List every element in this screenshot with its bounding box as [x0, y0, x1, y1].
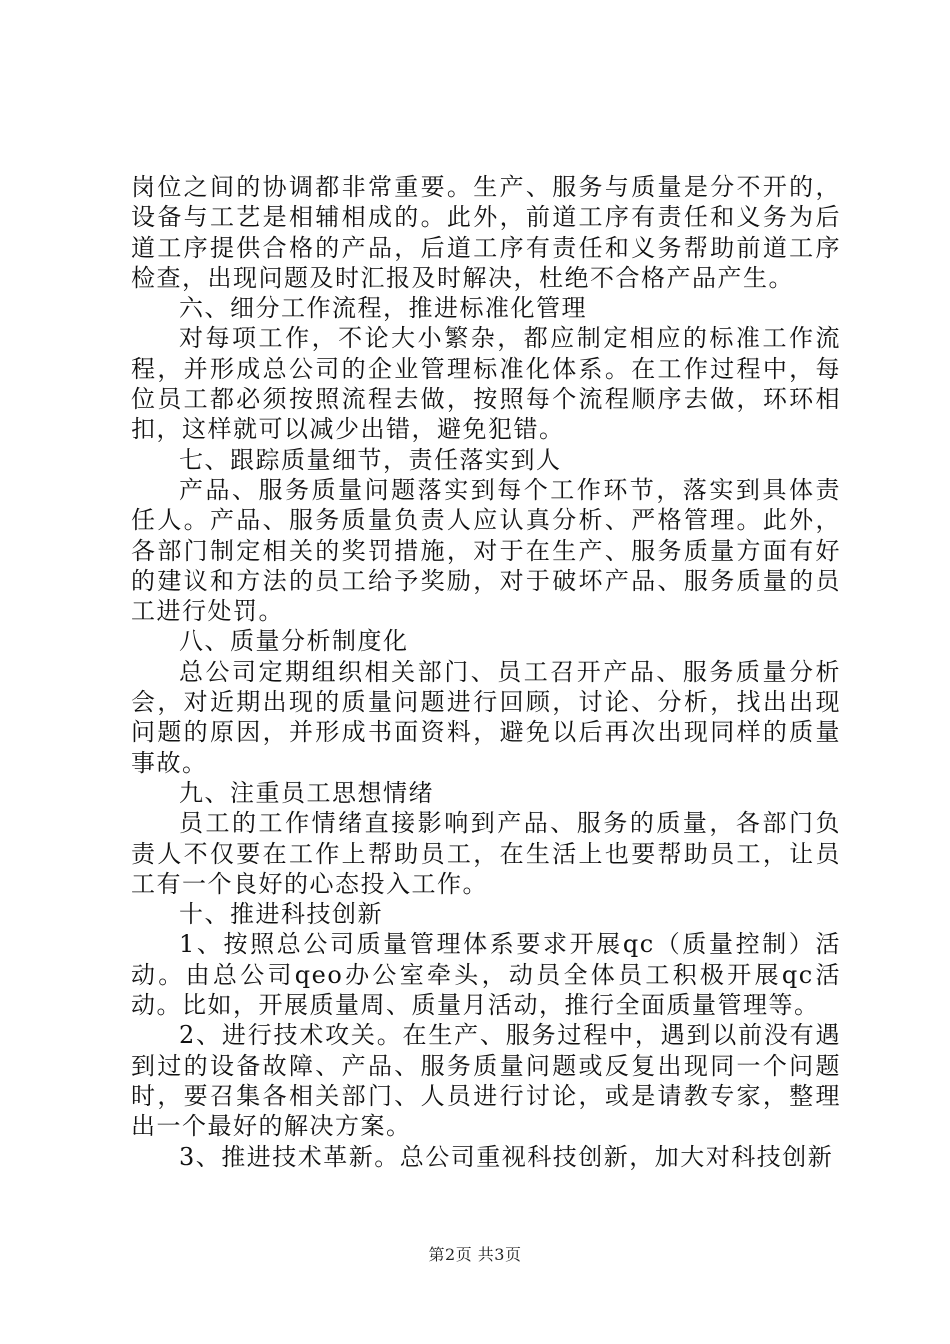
- paragraph-section-7: 产品、服务质量问题落实到每个工作环节，落实到具体责任人。产品、服务质量负责人应认真分析、严格管理。此外，各部门制定相关的奖罚措施，对于在生产、服务质量方面有好的建议和方法的员工给予奖励，对于破坏产品、服务质量的员工进行处罚。: [131, 475, 841, 626]
- paragraph-section-9: 员工的工作情绪直接影响到产品、服务的质量，各部门负责人不仅要在工作上帮助员工，在生活上也要帮助员工，让员工有一个良好的心态投入工作。: [131, 809, 841, 898]
- page-number-footer: 第2页 共3页: [428, 1245, 522, 1264]
- paragraph-section-8: 总公司定期组织相关部门、员工召开产品、服务质量分析会，对近期出现的质量问题进行回顾，讨论、分析，找出出现问题的原因，并形成书面资料，避免以后再次出现同样的质量事故。: [131, 657, 841, 777]
- paragraph-item-2: 2、进行技术攻关。在生产、服务过程中，遇到以前没有遇到过的设备故障、产品、服务质量问题或反复出现同一个问题时，要召集各相关部门、人员进行讨论，或是请教专家，整理出一个最好的解决方案。: [131, 1021, 841, 1141]
- section-heading-7: 七、跟踪质量细节，责任落实到人: [179, 445, 562, 474]
- paragraph-item-1: 1、按照总公司质量管理体系要求开展qc（质量控制）活动。由总公司qeo办公室牵头，动员全体员工积极开展qc活动。比如，开展质量周、质量月活动，推行全面质量管理等。: [131, 930, 841, 1020]
- section-heading-10: 十、推进科技创新: [179, 900, 383, 929]
- section-heading-8: 八、质量分析制度化: [179, 627, 409, 656]
- section-heading-9: 九、注重员工思想情绪: [179, 778, 434, 807]
- paragraph-section-6: 对每项工作，不论大小繁杂，都应制定相应的标准工作流程，并形成总公司的企业管理标准化体系。在工作过程中，每位员工都必须按照流程去做，按照每个流程顺序去做，环环相扣，这样就可以减少出错，避免犯错。: [131, 324, 841, 444]
- document-body: [131, 172, 841, 1172]
- paragraph-item-3: 3、推进技术革新。总公司重视科技创新，加大对科技创新: [179, 1142, 834, 1171]
- section-heading-6: 六、细分工作流程，推进标准化管理: [179, 294, 587, 323]
- paragraph-continuation: 岗位之间的协调都非常重要。生产、服务与质量是分不开的，设备与工艺是相辅相成的。此外，前道工序有责任和义务为后道工序提供合格的产品，后道工序有责任和义务帮助前道工序检查，出现问题及时汇报及时解决，杜绝不合格产品产生。: [131, 173, 841, 292]
